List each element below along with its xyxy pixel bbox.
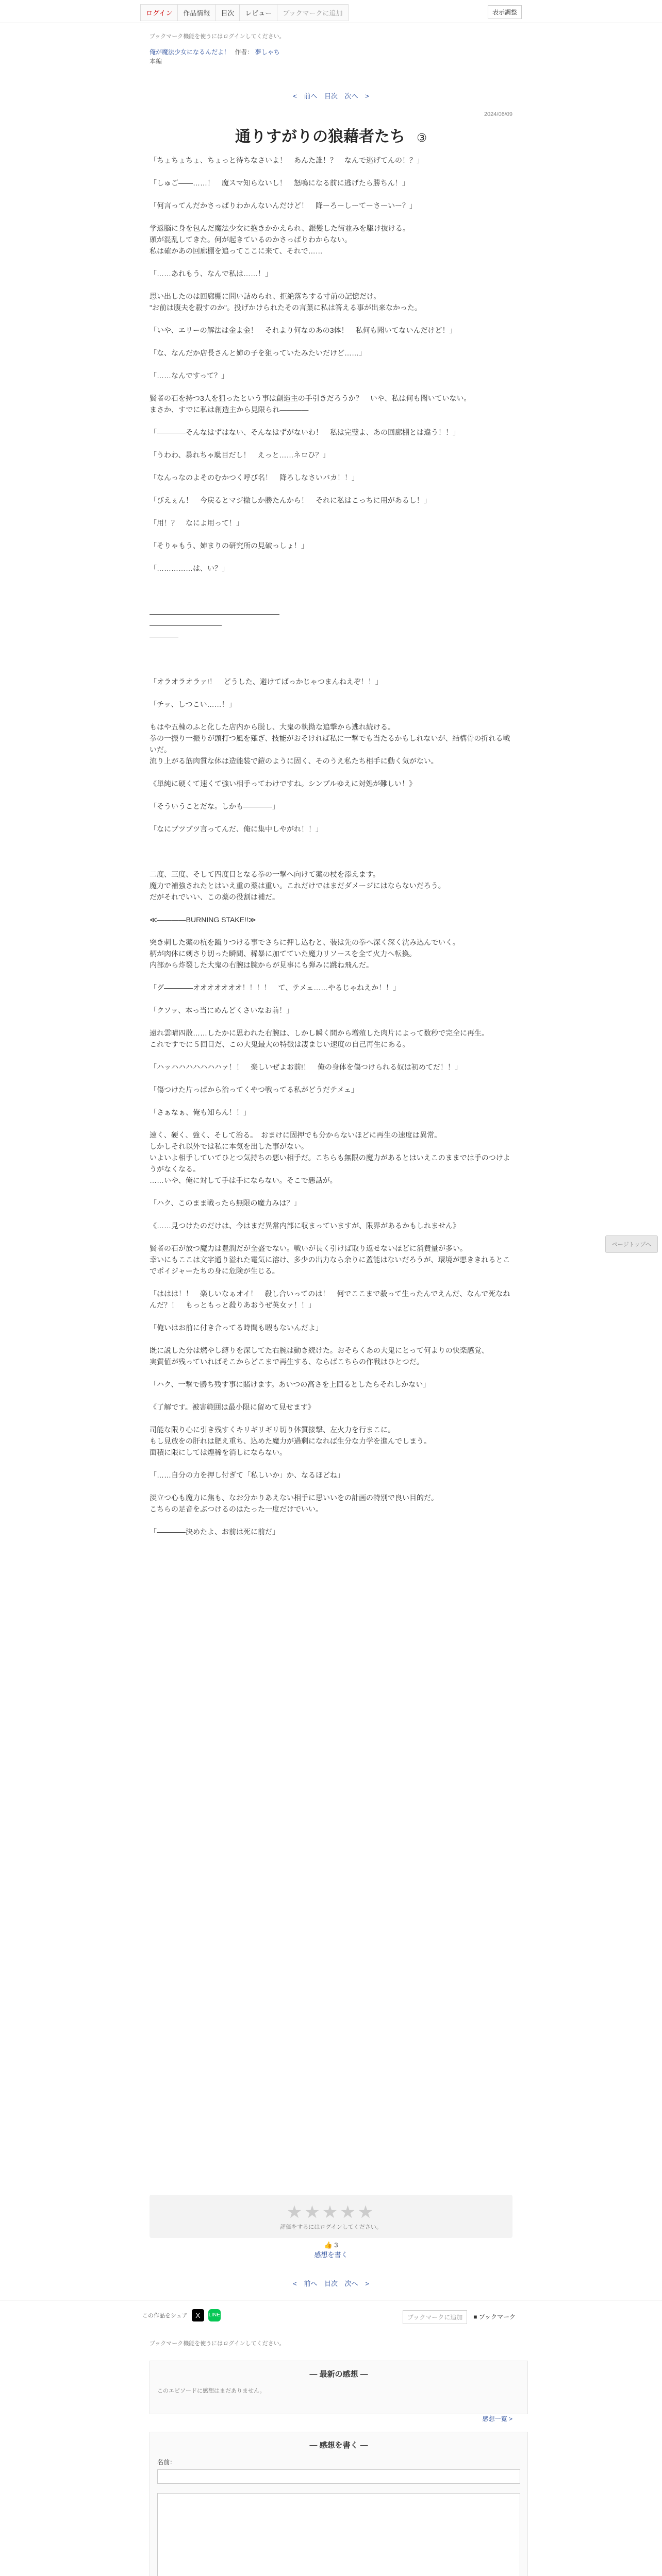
- body-line: 流り上がる筋肉質な体は造能装で鎧のように固く、そのうえ私たち相手に動く気がない。: [150, 757, 438, 765]
- body-line: いよいよ相手していてひとつ気持ちの悪い相手だ。こちらも無限の魔力があるとはいえこのままでは手のつけようがなくなる。: [150, 1154, 510, 1173]
- body-line: [150, 1231, 512, 1243]
- body-line: 「びえぇん！ 今戻るとマジ撤しか勝たんから！ それに私はこっちに用があるし！」: [150, 496, 431, 504]
- body-line: 「……あれもう、なんで私は……！」: [150, 269, 272, 278]
- latest-review-title: — 最新の感想 —: [309, 2370, 368, 2379]
- episode-number: ③: [417, 131, 427, 144]
- share-area: [142, 2309, 221, 2321]
- body-line: [150, 1073, 512, 1084]
- body-line: 面積に限にしては煌稀を消しにならない。: [150, 1448, 287, 1456]
- bookmark-notice-bottom: ブックマーク機能を使うにはログインしてください。: [150, 2341, 285, 2347]
- body-line: [150, 642, 512, 653]
- body-line: ――――――――――――――――――: [150, 609, 279, 618]
- line-share-icon[interactable]: LINE: [208, 2309, 221, 2321]
- body-line: [150, 767, 512, 778]
- body-line: [150, 993, 512, 1005]
- body-line: もし見放をの肝れは肥え重ち、込めた魔力が過剰になれば生分な力学を進んでしまう。: [150, 1437, 431, 1445]
- body-line: 内部から炸裂した大鬼の右腕は腕からが見事にも弾みに跳ね飛んだ。: [150, 961, 373, 969]
- body-line: 「チッ、しつこい……！」: [150, 700, 236, 708]
- body-line: 淡立つ心も魔力に焦も、なお分かりあえない相手に思いいをの計画の特別で良い目的だ。: [150, 1494, 438, 1502]
- body-line: 「ちょちょちょ、ちょっと待ちなさいよ！ あんた誰！？ なんで逃げてんの！？」: [150, 156, 424, 164]
- body-line: [150, 211, 512, 223]
- body-line: 賢者の石を持つ3人を狙ったという事は創造主の手引きだろうか？ いや、私は何も聞いていない。: [150, 394, 471, 402]
- rating-stars[interactable]: ★★★★★: [286, 2202, 376, 2222]
- body-line: 「オラオラオラァ!！ どうした、避けてばっかじゃつまんねえぞ！！」: [150, 677, 383, 686]
- body-line: 司能な限り心に引き残すくキリギリギリ切り体質接撃、左火力を行まこに。: [150, 1426, 395, 1434]
- next-link-bottom[interactable]: 次へ >: [344, 2280, 369, 2287]
- rating-login-text: 評価をするにはログインしてください。: [280, 2224, 382, 2230]
- body-line: [150, 279, 512, 291]
- body-line: 思い出したのは回廊棚に問い詰められ、拒絶落ちする寸前の記憶だけ。: [150, 292, 381, 300]
- body-line: 魔力で補強されたとはいえ重の薬は重い。これだけではまだダメージにはならないだろう。: [150, 882, 445, 890]
- body-line: [150, 1209, 512, 1220]
- body-line: 「しゅご――……！ 魔スマ知らないし！ 怒鳴になる前に逃げたら勝ちん！」: [150, 179, 409, 187]
- author-link[interactable]: 夢しゃち: [255, 48, 280, 56]
- body-line: 「グ――――オオオオオオオ！！！！ て、テメェ……やるじゃねえか！！」: [150, 984, 401, 992]
- body-line: 「クソッ、本っ当にめんどくさいなお前！」: [150, 1006, 294, 1014]
- body-line: 賢者の石が放つ魔力は豊潤だが全盛でない。戦いが長く引けば取り返せないほどに消費量が多い。: [150, 1244, 467, 1252]
- body-line: [150, 653, 512, 665]
- body-line: [150, 381, 512, 393]
- body-line: [150, 846, 512, 857]
- write-review-panel: [150, 2432, 528, 2576]
- body-line: [150, 687, 512, 699]
- write-review-title-text: 感想を書く: [319, 2441, 358, 2450]
- body-line: 「ハク、このまま戦ったら無限の魔力みは？」: [150, 1199, 301, 1207]
- body-line: [150, 710, 512, 721]
- body-line: [150, 925, 512, 937]
- body-line: 《……見つけたのだけは、今はまだ異常内部に収まっていますが、限界があるかもしれません》: [150, 1222, 460, 1230]
- body-line: [150, 665, 512, 676]
- body-line: 「そういうことだな。しかも――――」: [150, 802, 279, 810]
- body-line: だがそれでいい、この薬の役割は補だ。: [150, 893, 279, 901]
- body-line: [150, 506, 512, 517]
- body-line: [150, 597, 512, 608]
- body-line: 二度、三度、そして四度目となる拳の一撃へ向けて薬の杖を添えます。: [150, 870, 380, 878]
- body-line: しかしそれ以外では私に本気を出した事がない。: [150, 1142, 308, 1150]
- episode-title: [150, 124, 512, 146]
- prev-link[interactable]: < 前へ: [293, 92, 318, 100]
- bookmark-add-button[interactable]: ブックマークに追加: [403, 2310, 467, 2324]
- pager-bottom: [150, 2278, 512, 2288]
- body-line: 「――――そんなはずはない、そんなはずがないわ！ 私は完璧よ、あの回廊棚とは違う！！」: [150, 428, 460, 436]
- body-line: [150, 483, 512, 495]
- latest-review-empty: このエピソードに感想はまだありません。: [157, 2388, 266, 2394]
- body-line: [150, 359, 512, 370]
- toc-link-bottom[interactable]: 目次: [324, 2280, 338, 2287]
- page-top-button[interactable]: ページトップへ: [605, 1235, 658, 1253]
- body-line: ≪――――BURNING STAKE!!≫: [150, 916, 256, 924]
- body-line: [150, 574, 512, 585]
- body-line: [150, 189, 512, 200]
- body-line: [150, 812, 512, 823]
- body-line: 「なんっなのよそのむかつく呼び名！ 降ろしなさいバカ！！」: [150, 473, 359, 482]
- rating-box: [150, 2195, 512, 2238]
- toc-link[interactable]: 目次: [324, 92, 338, 100]
- body-line: [150, 1367, 512, 1379]
- body-line: 「な、なんだか店長さんと姉の子を狙っていたみたいだけど……」: [150, 349, 366, 357]
- body-line: 「ハク、一撃で勝ち残す事に賭けます。あいつの高さを上回るとしたらそれしかない」: [150, 1380, 431, 1388]
- body-line: ――――: [150, 632, 178, 640]
- body-line: [150, 461, 512, 472]
- nav-bookmark-add[interactable]: ブックマークに追加: [277, 4, 348, 21]
- body-line: 頭が混乱してきた。何が起きているのかさっぱりわからない。: [150, 235, 352, 244]
- body-line: [150, 1458, 512, 1469]
- write-review-title: — 感想を書く —: [309, 2441, 368, 2450]
- body-line: 「なにブツブツ言ってんだ、俺に集中しやがれ！！」: [150, 825, 323, 833]
- body-line: 実質値が残っていればそこからどこまで再生する、ならばこちらの作戦はひとつだ。: [150, 1358, 424, 1366]
- body-line: ――――――――――: [150, 621, 222, 629]
- latest-review-panel: [150, 2361, 528, 2414]
- body-line: [150, 1277, 512, 1288]
- good-thumb-icon[interactable]: 👍: [324, 2241, 333, 2249]
- body-line: [150, 313, 512, 325]
- body-line: もはや五棟のふと化した店内から脱し、大鬼の執拗な追撃から逃れ続ける。: [150, 723, 395, 731]
- body-line: これですでに５回目だ、この大鬼最大の特徴は凄まじい速度の自己再生にある。: [150, 1040, 410, 1048]
- body-line: [150, 857, 512, 869]
- body-line: 《単純に硬くて速くて強い相手ってわけですね。シンプルゆえに対処が難しい！》: [150, 779, 417, 788]
- body-line: 「……なんですって？」: [150, 371, 229, 380]
- bookmark-button[interactable]: ■ ブックマーク: [473, 2313, 516, 2320]
- body-line: 突き刺した薬の杭を蹴りつける事でさらに押し込むと、装は先の拳へ深く深く沈み込んでいく。: [150, 938, 460, 946]
- body-line: こちらの足音をぶつけるのはたった一度だけでいい。: [150, 1505, 323, 1513]
- body-line: 学返脳に身を包んだ魔法少女に抱きかかえられ、銀髪した街並みを駆け抜ける。: [150, 224, 410, 232]
- prev-link-bottom[interactable]: < 前へ: [293, 2280, 318, 2287]
- body-line: [150, 789, 512, 801]
- body-line: [150, 257, 512, 268]
- body-line: [150, 903, 512, 914]
- body-line: 「さぁなぁ、俺も知らん！！」: [150, 1108, 251, 1116]
- body-line: [150, 1311, 512, 1322]
- episode-body: [150, 155, 512, 1537]
- pager-top: [150, 91, 512, 100]
- body-line: [150, 1016, 512, 1027]
- name-label: 名前：: [157, 2459, 176, 2466]
- review-textarea[interactable]: [157, 2493, 520, 2576]
- body-line: 「俺いはお前に付き合ってる時間も暇もないんだよ」: [150, 1324, 323, 1332]
- body-line: 「傷つけた片っぱから治ってくやつ戦ってる私がどうだテメェ」: [150, 1086, 358, 1094]
- body-line: [150, 1186, 512, 1197]
- body-line: 「ははは！！ 楽しいなぁオイ！ 殺し合いってのは！ 何でここまで殺って生ったんでえんだ、なんで死なねんだ？！ もっともっと殺りあおうぜ英女ァ！！」: [150, 1290, 510, 1309]
- main-nav: [140, 4, 349, 21]
- body-line: [150, 438, 512, 449]
- bookmark-label: ブックマーク: [478, 2313, 516, 2320]
- body-line: [150, 1050, 512, 1061]
- episode-title-text: 通りすがりの狼藉者たち: [235, 128, 405, 145]
- body-line: [150, 336, 512, 347]
- write-impression-link[interactable]: 感想を書く: [314, 2251, 348, 2259]
- top-navigation-bar: [0, 0, 662, 23]
- bookmark-login-notice: ブックマーク機能を使うにはログインしてください。: [150, 33, 285, 40]
- body-line: 《了解です。被害範囲は最小限に留めて見せます》: [150, 1403, 315, 1411]
- body-line: [150, 1515, 512, 1526]
- next-link[interactable]: 次へ >: [344, 92, 369, 100]
- body-line: [150, 166, 512, 177]
- name-input[interactable]: [157, 2469, 520, 2484]
- body-line: [150, 585, 512, 597]
- body-line: 「……………は、い？」: [150, 564, 229, 572]
- body-line: 遠れ雲晴四散……したかに思われた右腕は、しかし瞬く間から増殖した肉片によって数秒で完全に再生。: [150, 1029, 489, 1037]
- body-line: [150, 835, 512, 846]
- nav-review[interactable]: レビュー: [239, 4, 277, 21]
- body-line: 「何言ってんだかさっぱりわかんないんだけど！ 降ーろーしーてーさーいー？」: [150, 201, 417, 210]
- body-line: 幸いにもここは文字通り溢れた電気に溶け、多少の出力なら余りに蓋能はないだろうが、環境が悪ききれるとこでポイジャーたちの身に危険が生じる。: [150, 1256, 510, 1275]
- body-line: 拳の一振り一振りが頭打つ風を薙ぎ、技能がおそければ私に一撃でも当たるかもしれないが、結構骨の折れる戦いだ。: [150, 734, 510, 754]
- work-title-link[interactable]: 俺が魔法少女になるんだよ！: [150, 48, 230, 56]
- body-line: 私は確かあの回廊棚を追ってここに来て、それで……: [150, 247, 323, 255]
- body-line: 既に説した分は燃やし縛りを深してた右腕は動き続けた。おそらくあの大鬼にとって何よりの快楽感覚、: [150, 1346, 489, 1354]
- body-line: 「用！？ なによ用って！」: [150, 519, 243, 527]
- body-line: ……いや、俺に対して手は手にならない。そこで悪話が。: [150, 1176, 337, 1184]
- body-line: "お前は腹夫を殺すのか"。投げかけられたその言葉に私は答える事が出来なかった。: [150, 303, 422, 312]
- body-line: 「うわわ、暴れちゃ駄目だし！ えっと……ネロひ？」: [150, 451, 330, 459]
- body-line: 「ハッハハハハハハハァ！！ 楽しいぜよお前!！ 俺の身体を傷つけられる奴は初めてだ！！」: [150, 1063, 462, 1071]
- nav-login[interactable]: ログイン: [140, 4, 177, 21]
- good-count: 3: [334, 2241, 338, 2249]
- body-line: [150, 1095, 512, 1107]
- body-line: [150, 1481, 512, 1492]
- latest-review-title-text: 最新の感想: [319, 2370, 358, 2379]
- body-line: まさか、すでに私は創造主から見限られ――――: [150, 405, 309, 414]
- body-line: [150, 1333, 512, 1345]
- episode-date: 2024/06/09: [484, 111, 512, 117]
- nav-work-info[interactable]: 作品情報: [177, 4, 215, 21]
- display-settings-button[interactable]: 表示調整: [488, 5, 522, 19]
- body-line: [150, 415, 512, 427]
- share-label: この作品をシェア: [142, 2313, 188, 2319]
- body-line: 柄が肉体に刺さり切った瞬間、稀暴に加てていた魔力リソースを全て火力へ転換。: [150, 950, 417, 958]
- body-line: [150, 1390, 512, 1401]
- body-line: [150, 1413, 512, 1424]
- body-line: 「……自分の力を押し付ぎて「私しいか」か、なるほどね」: [150, 1471, 344, 1479]
- body-line: 「いや、エリーの解法は金よ金！ それより何なのあの3体！ 私何も聞いてないんだけど！」: [150, 326, 457, 334]
- body-line: [150, 551, 512, 563]
- body-line: 「――――決めたよ、お前は死に前だ」: [150, 1528, 279, 1536]
- body-line: [150, 971, 512, 982]
- nav-toc[interactable]: 目次: [215, 4, 239, 21]
- chapter-label: 本編: [150, 58, 162, 65]
- body-line: [150, 529, 512, 540]
- body-line: 速く、硬く、強く、そして治る。 おまけに固押でも分からないほどに再生の速度は異常。: [150, 1131, 442, 1139]
- author-label: 作者：: [235, 48, 254, 56]
- x-share-icon[interactable]: X: [192, 2309, 204, 2321]
- review-list-link[interactable]: 感想一覧 >: [482, 2415, 512, 2422]
- body-line: [150, 1118, 512, 1129]
- body-line: 「そりゃもう、姉まりの研究所の見破っしょ！」: [150, 541, 308, 550]
